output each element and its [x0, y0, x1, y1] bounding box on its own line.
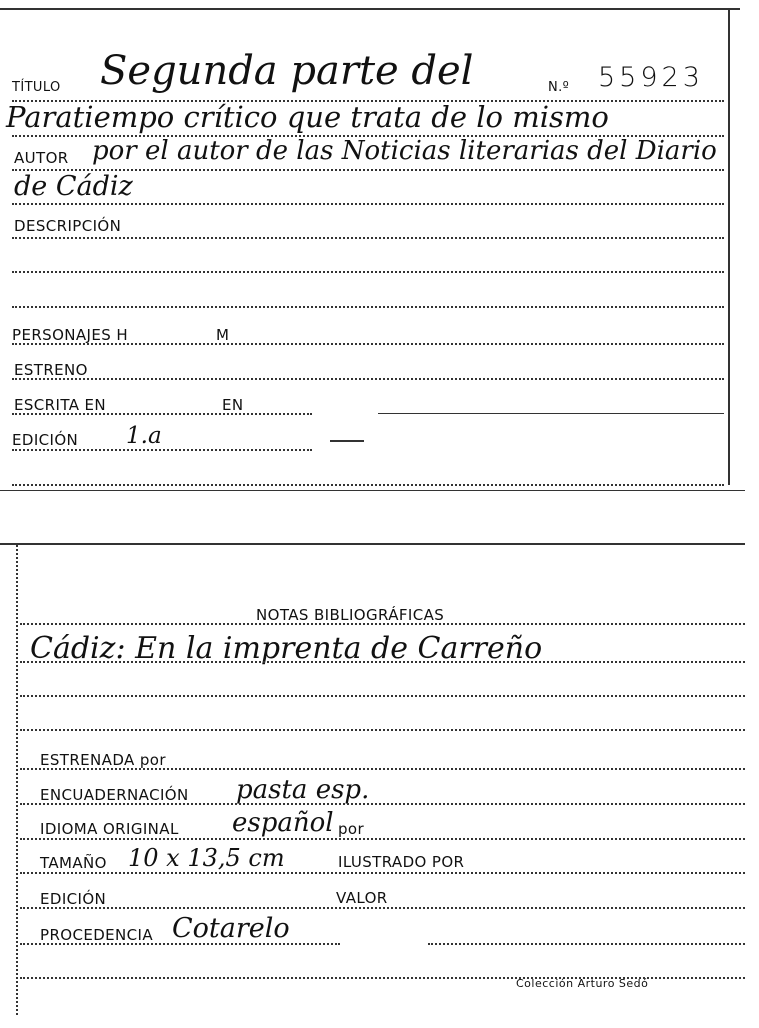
catalog-card-front [0, 0, 759, 495]
procedencia-underline [20, 943, 340, 945]
card-bottom-border [0, 490, 745, 491]
tamano-value: 10 x 13,5 cm [128, 844, 285, 872]
edicion-value: 1.a [126, 423, 162, 449]
notas-underline-3 [20, 695, 745, 697]
idioma-underline [20, 838, 745, 840]
card-bottom-dotline [12, 484, 724, 486]
edicion-underline [12, 449, 312, 451]
card-back-top-border [0, 543, 745, 545]
edicion-back-underline [20, 907, 745, 909]
notas-underline [20, 623, 745, 625]
numero-value: 55923 [598, 62, 704, 93]
tamano-underline [20, 872, 745, 874]
collection-footer: Colección Arturo Sedó [516, 977, 649, 990]
notas-label: NOTAS BIBLIOGRÁFICAS [256, 606, 445, 624]
autor-value-line1: por el autor de las Noticias literarias del Diario [92, 136, 717, 166]
idioma-por-label: por [338, 820, 365, 838]
card-back-left-border [16, 545, 18, 1015]
personajes-m-label: M [216, 326, 230, 344]
autor-value-line2: de Cádiz [14, 171, 133, 202]
estrenada-label: ESTRENADA por [40, 751, 166, 769]
encuadernacion-value: pasta esp. [236, 775, 370, 805]
escrita-en-label: EN [222, 396, 244, 414]
escrita-underline-right [378, 413, 724, 414]
procedencia-underline-right [428, 943, 745, 945]
procedencia-label: PROCEDENCIA [40, 926, 154, 944]
ilustrado-label: ILUSTRADO POR [338, 853, 465, 871]
descripcion-underline-1 [12, 237, 724, 239]
idioma-value: español [232, 808, 334, 838]
catalog-card-back [0, 535, 759, 1028]
notas-value: Cádiz: En la imprenta de Carreño [30, 631, 543, 666]
escrita-label: ESCRITA EN [14, 396, 107, 414]
procedencia-value: Cotarelo [172, 913, 290, 944]
card-right-border [728, 10, 730, 485]
estreno-label: ESTRENO [14, 361, 88, 379]
descripcion-underline-2 [12, 271, 724, 273]
numero-label: N.º [548, 80, 570, 95]
idioma-label: IDIOMA ORIGINAL [40, 820, 179, 838]
card-top-border [0, 8, 740, 10]
edicion-label: EDICIÓN [12, 431, 79, 449]
escrita-underline-left [12, 413, 312, 415]
edicion-mark [330, 440, 364, 442]
titulo-label: TÍTULO [12, 80, 61, 95]
personajes-label: PERSONAJES H [12, 326, 129, 344]
autor-line2-underline [12, 203, 724, 205]
descripcion-underline-3 [12, 306, 724, 308]
tamano-label: TAMAÑO [40, 854, 107, 872]
edicion-back-label: EDICIÓN [40, 890, 107, 908]
titulo-value-line2: Paratiempo crítico que trata de lo mismo [6, 100, 609, 134]
estrenada-underline [20, 768, 745, 770]
notas-underline-2 [20, 661, 745, 663]
estreno-underline [12, 378, 724, 380]
valor-label: VALOR [336, 889, 388, 907]
personajes-underline [12, 343, 724, 345]
descripcion-label: DESCRIPCIÓN [14, 217, 122, 235]
autor-label: AUTOR [14, 149, 69, 167]
titulo-value-line1: Segunda parte del [100, 48, 474, 94]
encuadernacion-label: ENCUADERNACIÓN [40, 786, 189, 804]
notas-underline-4 [20, 729, 745, 731]
encuadernacion-underline [20, 803, 745, 805]
